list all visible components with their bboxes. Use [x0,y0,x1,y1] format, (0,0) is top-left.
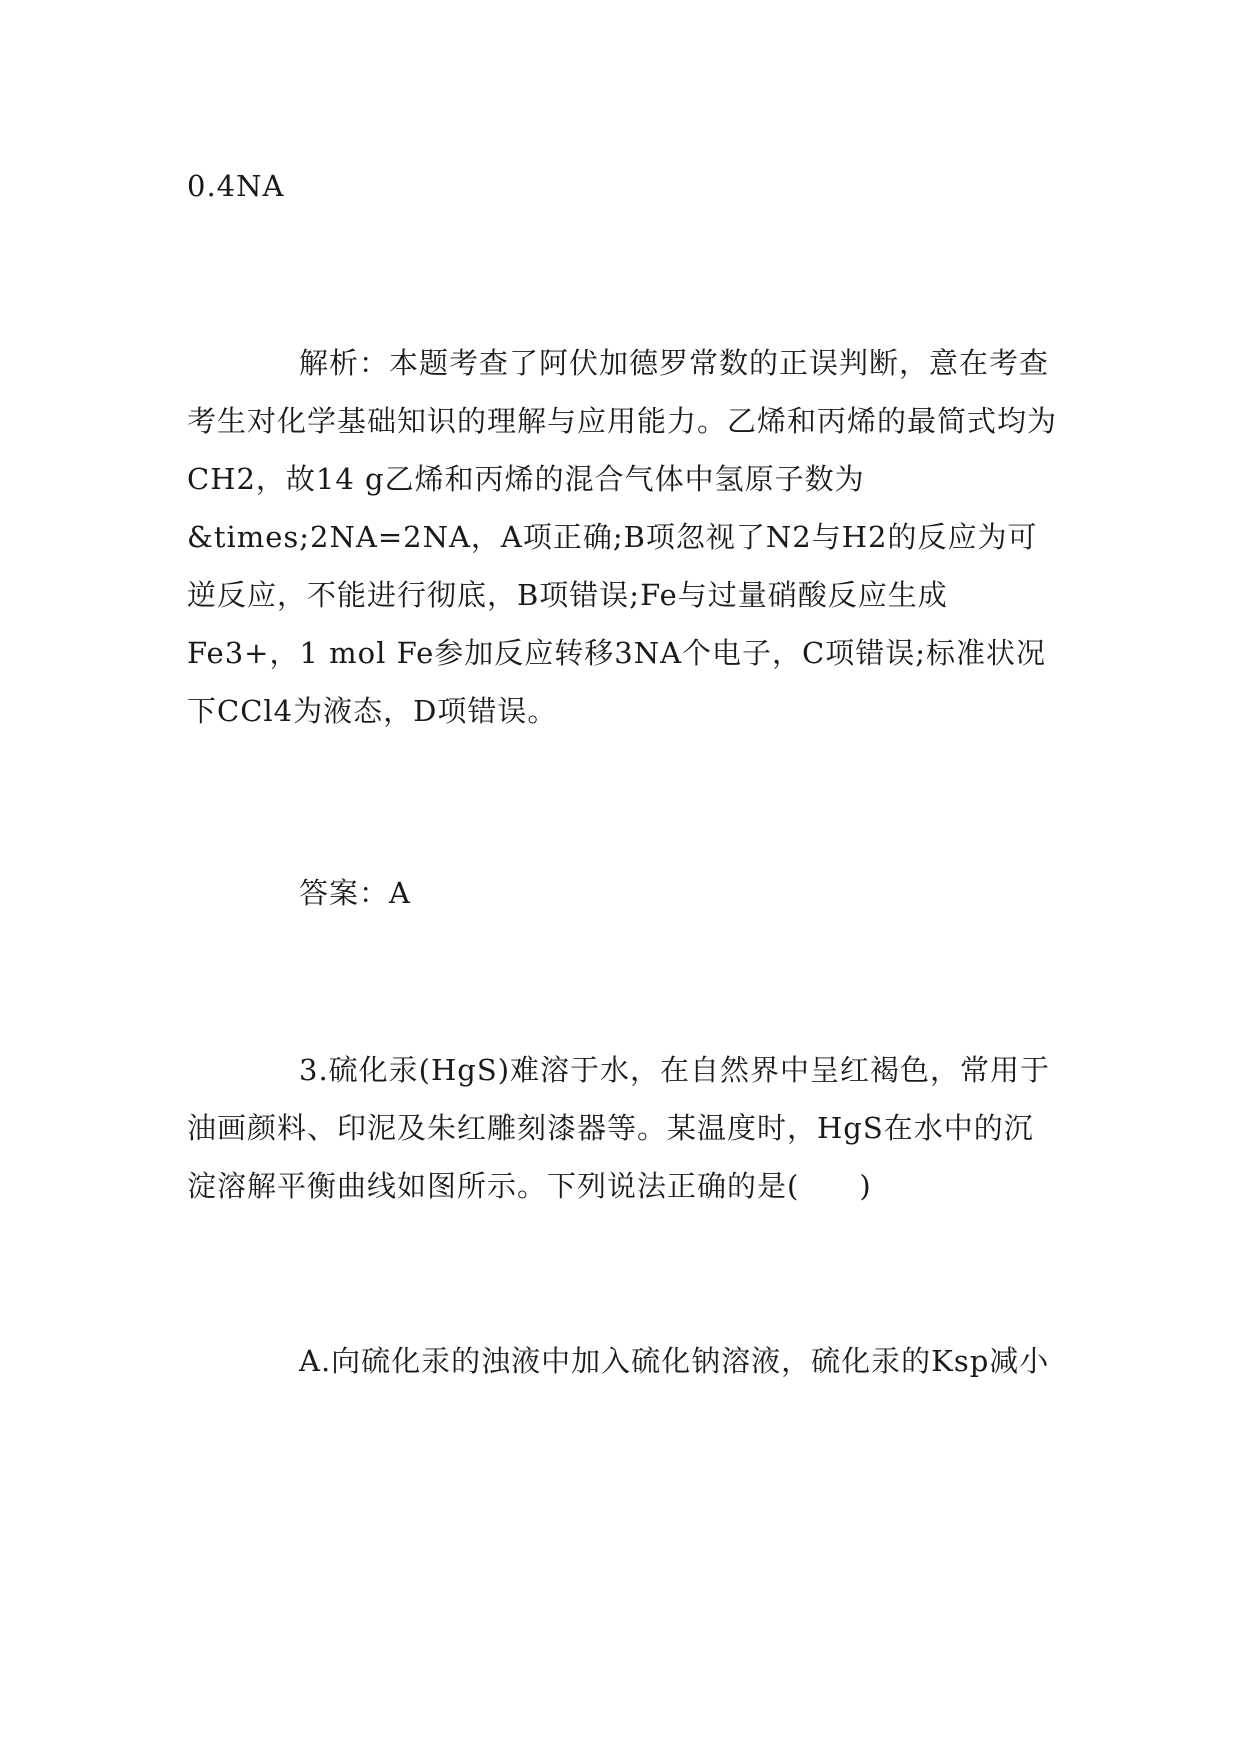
question-paragraph: 3.硫化汞(HgS)难溶于水，在自然界中呈红褐色，常用于油画颜料、印泥及朱红雕刻漆器等。某温度时，HgS在水中的沉淀溶解平衡曲线如图所示。下列说法正确的是( ) [187,1053,1051,1203]
answer-paragraph: 答案：A [299,876,411,910]
analysis-paragraph: 解析：本题考查了阿伏加德罗常数的正误判断，意在考查考生对化学基础知识的理解与应用能力。乙烯和丙烯的最简式均为CH2，故14 g乙烯和丙烯的混合气体中氢原子数为&times;2NA=2NA，A项正确;B项忽视了N2与H2的反应为可逆反应，不能进行彻底，B项错误;Fe与过量硝酸反应生成Fe3+，1 mol Fe参加反应转移3NA个电子，C项错误;标准状况下CCl4为液态，D项错误。 [187,346,1058,728]
option-a-paragraph: A.向硫化汞的浊液中加入硫化钠溶液，硫化汞的Ksp减小 [299,1344,1050,1378]
option-fragment-text: 0.4NA [187,169,285,203]
